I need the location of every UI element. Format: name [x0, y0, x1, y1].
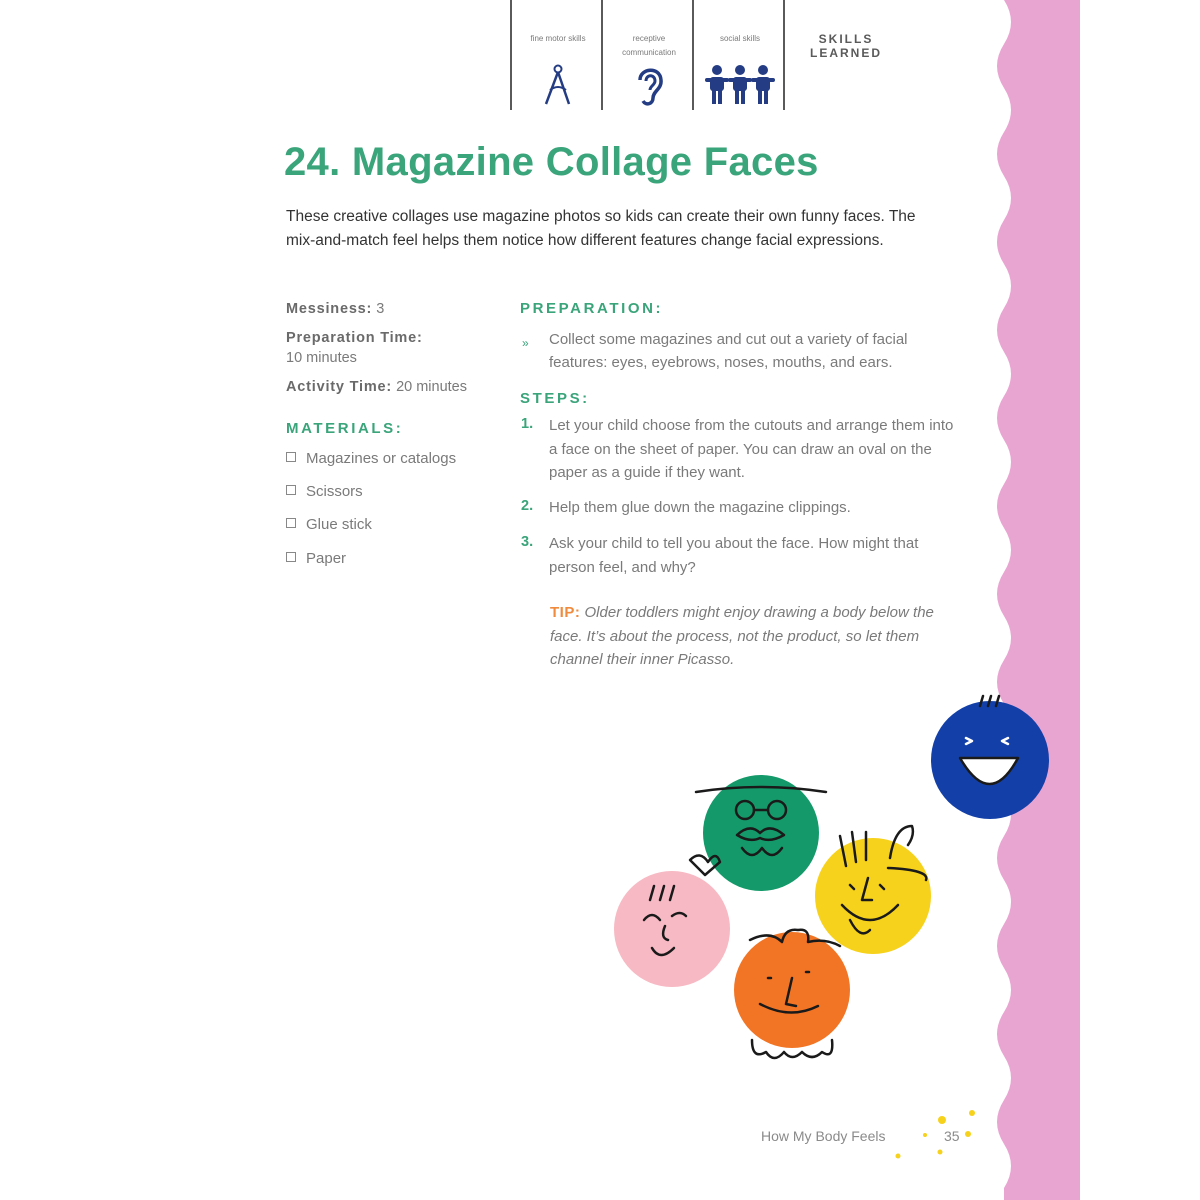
- messiness-label: Messiness:: [286, 301, 373, 317]
- activity-time-value: 20 minutes: [396, 379, 467, 395]
- step-text: Ask your child to tell you about the face. How might that person feel, and why?: [549, 535, 919, 576]
- orange-face: [734, 930, 850, 1058]
- material-label: Glue stick: [306, 516, 372, 533]
- activity-time-label: Activity Time:: [286, 379, 393, 395]
- page-number: 35: [944, 1128, 960, 1144]
- sparkle-dots: [896, 1110, 976, 1159]
- messiness-value: 3: [376, 301, 385, 317]
- step-text: Let your child choose from the cutouts and arrange them into a face on the sheet of paper. You can draw an oval on the paper as a guide if they want.: [549, 417, 954, 481]
- step-number: 3.: [521, 534, 534, 550]
- prep-time-label: Preparation Time:: [286, 330, 423, 346]
- tip-label: TIP:: [550, 604, 581, 621]
- material-label: Scissors: [306, 483, 363, 500]
- material-label: Magazines or catalogs: [306, 450, 457, 467]
- step-number: 2.: [521, 498, 534, 514]
- steps-heading: STEPS:: [520, 390, 590, 407]
- activity-intro: These creative collages use magazine photos so kids can create their own funny faces. The mix-and-match feel helps them notice how different features change facial expressions.: [286, 208, 916, 249]
- material-label: Paper: [306, 550, 347, 567]
- green-face: [696, 775, 826, 891]
- preparation-heading: PREPARATION:: [520, 300, 664, 317]
- footer-section-title: How My Body Feels: [761, 1128, 886, 1144]
- pink-face: [614, 855, 730, 987]
- skill-label: receptive communication: [622, 34, 676, 57]
- prep-time-value: 10 minutes: [286, 350, 357, 366]
- step-number: 1.: [521, 416, 534, 432]
- materials-heading: MATERIALS:: [286, 420, 404, 437]
- tip-text: Older toddlers might enjoy drawing a body below the face. It’s about the process, not the product, so let them channel their inner Picasso.: [550, 604, 934, 668]
- yellow-face: [815, 826, 931, 954]
- blue-face: [931, 696, 1049, 819]
- bullet-icon: »: [522, 336, 529, 350]
- skill-label: social skills: [719, 34, 760, 43]
- preparation-text: Collect some magazines and cut out a variety of facial features: eyes, eyebrows, noses, mouths, and ears.: [549, 331, 908, 371]
- skill-label: fine motor skills: [530, 34, 586, 43]
- skills-learned-title: SKILLS LEARNED: [809, 32, 882, 60]
- step-text: Help them glue down the magazine clippings.: [549, 499, 851, 516]
- activity-title: 24. Magazine Collage Faces: [284, 140, 819, 184]
